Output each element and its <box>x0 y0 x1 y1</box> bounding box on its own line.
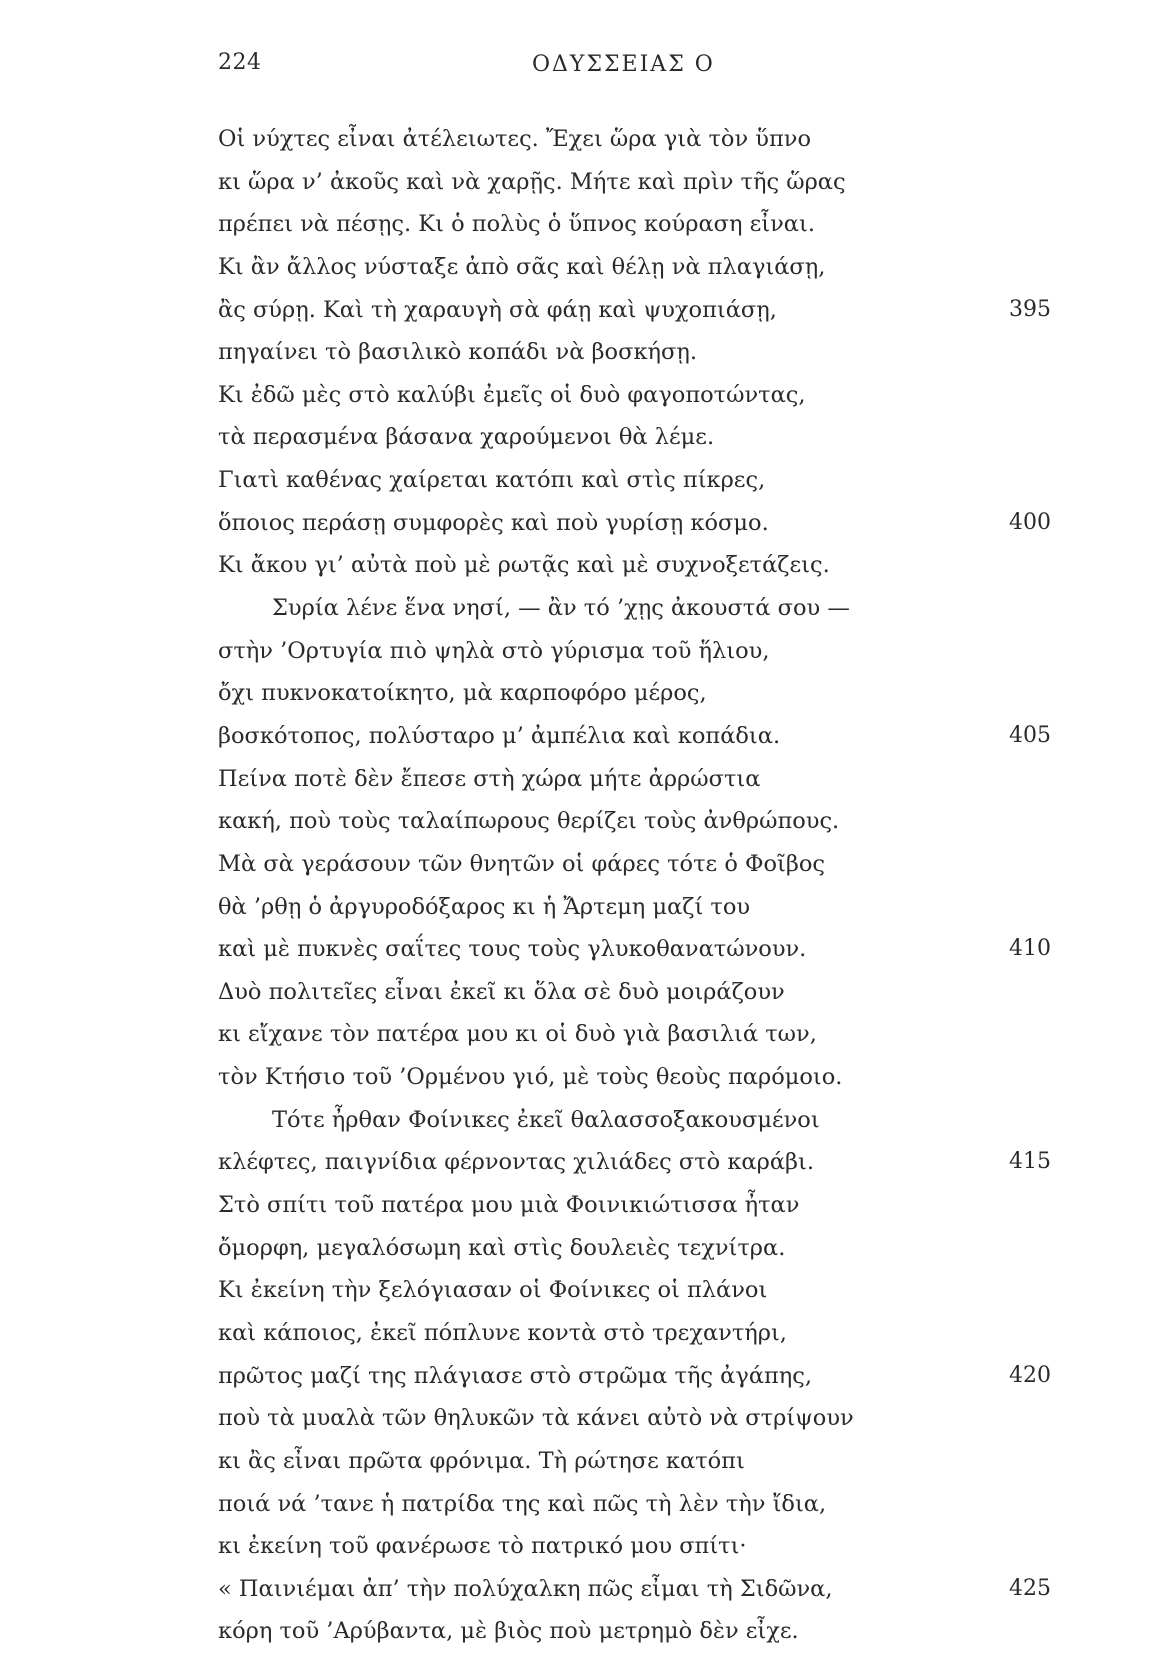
verse-line <box>0 928 1164 971</box>
page-number: 224 <box>218 50 262 75</box>
verse-line <box>0 1227 1164 1270</box>
line-number: 395 <box>1009 296 1051 322</box>
verse-text: Κι ἄκου γι’ αὐτὰ ποὺ μὲ ρωτᾷς καὶ μὲ συχνοξετάζεις. <box>218 552 830 579</box>
verse-line <box>0 203 1164 246</box>
verse-line <box>0 416 1164 459</box>
verse-text: θὰ ’ρθῃ ὁ ἀργυροδόξαρος κι ἡ Ἄρτεμη μαζί του <box>218 893 751 920</box>
verse-text: Δυὸ πολιτεῖες εἶναι ἐκεῖ κι ὅλα σὲ δυὸ μοιράζουν <box>218 978 785 1005</box>
verse-text: πρῶτος μαζί της πλάγιασε στὸ στρῶμα τῆς ἀγάπης, <box>218 1362 813 1389</box>
verse-line <box>0 672 1164 715</box>
verse-line <box>0 161 1164 204</box>
verse-line <box>0 630 1164 673</box>
page-header <box>0 50 1164 90</box>
verse-block <box>0 118 1164 1653</box>
verse-text: ἂς σύρῃ. Καὶ τὴ χαραυγὴ σὰ φάῃ καὶ ψυχοπιάσῃ, <box>218 296 777 323</box>
verse-text: ὅποιος περάσῃ συμφορὲς καὶ ποὺ γυρίσῃ κόσμο. <box>218 509 769 536</box>
verse-line <box>0 758 1164 801</box>
verse-text: « Παινιέμαι ἀπ’ τὴν πολύχαλκη πῶς εἶμαι τὴ Σιδῶνα, <box>218 1575 833 1602</box>
verse-text: Συρία λένε ἕνα νησί, — ἂν τό ’χῃς ἀκουστά σου — <box>272 595 850 622</box>
verse-line <box>0 118 1164 161</box>
verse-text: ποιά νά ’τανε ἡ πατρίδα της καὶ πῶς τὴ λὲν τὴν ἴδια, <box>218 1490 827 1517</box>
verse-text: Κι ἐδῶ μὲς στὸ καλύβι ἐμεῖς οἱ δυὸ φαγοποτώντας, <box>218 381 806 408</box>
verse-text: Στὸ σπίτι τοῦ πατέρα μου μιὰ Φοινικιώτισσα ἦταν <box>218 1192 800 1219</box>
verse-text: Μὰ σὰ γεράσουν τῶν θνητῶν οἱ φάρες τότε ὁ Φοῖβος <box>218 850 826 877</box>
verse-line <box>0 1568 1164 1611</box>
verse-line <box>0 800 1164 843</box>
verse-text: ὄχι πυκνοκατοίκητο, μὰ καρποφόρο μέρος, <box>218 680 707 707</box>
verse-line <box>0 502 1164 545</box>
verse-text: κλέφτες, παιγνίδια φέρνοντας χιλιάδες στὸ καράβι. <box>218 1149 814 1176</box>
verse-line <box>0 1184 1164 1227</box>
verse-line <box>0 459 1164 502</box>
verse-line <box>0 1397 1164 1440</box>
verse-text: κακή, ποὺ τοὺς ταλαίπωρους θερίζει τοὺς ἀνθρώπους. <box>218 808 840 835</box>
verse-line <box>0 289 1164 332</box>
line-number: 415 <box>1009 1149 1051 1175</box>
verse-line <box>0 1355 1164 1398</box>
verse-line <box>0 715 1164 758</box>
verse-text: ὄμορφη, μεγαλόσωμη καὶ στὶς δουλειὲς τεχνίτρα. <box>218 1234 786 1261</box>
verse-text: τὰ περασμένα βάσανα χαρούμενοι θὰ λέμε. <box>218 424 715 451</box>
verse-line <box>0 1312 1164 1355</box>
line-number: 400 <box>1009 509 1051 535</box>
verse-text: ποὺ τὰ μυαλὰ τῶν θηλυκῶν τὰ κάνει αὐτὸ νὰ στρίψουν <box>218 1405 854 1432</box>
line-number: 420 <box>1009 1362 1051 1388</box>
running-title: ΟΔΥΣΣΕΙΑΣ Ο <box>532 52 715 77</box>
verse-text: Γιατὶ καθένας χαίρεται κατόπι καὶ στὶς πίκρες, <box>218 467 766 494</box>
verse-text: Κι ἂν ἄλλος νύσταξε ἀπὸ σᾶς καὶ θέλῃ νὰ πλαγιάσῃ, <box>218 253 826 280</box>
verse-text: πηγαίνει τὸ βασιλικὸ κοπάδι νὰ βοσκήσῃ. <box>218 339 697 366</box>
verse-text: Κι ἐκείνη τὴν ξελόγιασαν οἱ Φοίνικες οἱ πλάνοι <box>218 1277 768 1304</box>
verse-line <box>0 1483 1164 1526</box>
verse-text: καὶ κάποιος, ἐκεῖ πόπλυνε κοντὰ στὸ τρεχαντήρι, <box>218 1319 787 1346</box>
verse-text: καὶ μὲ πυκνὲς σαΐτες τους τοὺς γλυκοθανατώνουν. <box>218 936 807 963</box>
verse-line <box>0 1440 1164 1483</box>
verse-text: κι ὥρα ν’ ἀκοῦς καὶ νὰ χαρῇς. Μήτε καὶ πρὶν τῆς ὥρας <box>218 168 846 195</box>
verse-text: κι εἴχανε τὸν πατέρα μου κι οἱ δυὸ γιὰ βασιλιά των, <box>218 1021 817 1048</box>
verse-line <box>0 1610 1164 1653</box>
verse-line <box>0 886 1164 929</box>
line-number: 425 <box>1009 1575 1051 1601</box>
verse-line <box>0 374 1164 417</box>
verse-line <box>0 1056 1164 1099</box>
line-number: 405 <box>1009 722 1051 748</box>
verse-text: τὸν Κτήσιο τοῦ ’Ορμένου γιό, μὲ τοὺς θεοὺς παρόμοιο. <box>218 1064 843 1091</box>
line-number: 410 <box>1009 936 1051 962</box>
verse-text: κι ἂς εἶναι πρῶτα φρόνιμα. Τὴ ρώτησε κατόπι <box>218 1447 745 1474</box>
verse-line <box>0 544 1164 587</box>
verse-line <box>0 1141 1164 1184</box>
verse-text: Τότε ἦρθαν Φοίνικες ἐκεῖ θαλασσοξακουσμένοι <box>272 1106 820 1133</box>
verse-line <box>0 1269 1164 1312</box>
verse-line <box>0 1013 1164 1056</box>
verse-text: πρέπει νὰ πέσῃς. Κι ὁ πολὺς ὁ ὕπνος κούραση εἶναι. <box>218 211 815 238</box>
verse-line <box>0 587 1164 630</box>
verse-text: στὴν ’Ορτυγία πιὸ ψηλὰ στὸ γύρισμα τοῦ ἥλιου, <box>218 637 770 664</box>
verse-line <box>0 331 1164 374</box>
verse-text: Οἱ νύχτες εἶναι ἀτέλειωτες. Ἔχει ὥρα γιὰ τὸν ὕπνο <box>218 126 811 152</box>
verse-text: κόρη τοῦ ’Αρύβαντα, μὲ βιὸς ποὺ μετρημὸ δὲν εἶχε. <box>218 1618 799 1645</box>
verse-line <box>0 1525 1164 1568</box>
verse-text: κι ἐκείνη τοῦ φανέρωσε τὸ πατρικό μου σπίτι· <box>218 1533 747 1560</box>
verse-line <box>0 843 1164 886</box>
verse-text: βοσκότοπος, πολύσταρο μ’ ἀμπέλια καὶ κοπάδια. <box>218 722 781 749</box>
verse-line <box>0 971 1164 1014</box>
verse-line <box>0 1099 1164 1142</box>
verse-line <box>0 246 1164 289</box>
verse-text: Πείνα ποτὲ δὲν ἔπεσε στὴ χώρα μήτε ἀρρώστια <box>218 765 761 792</box>
